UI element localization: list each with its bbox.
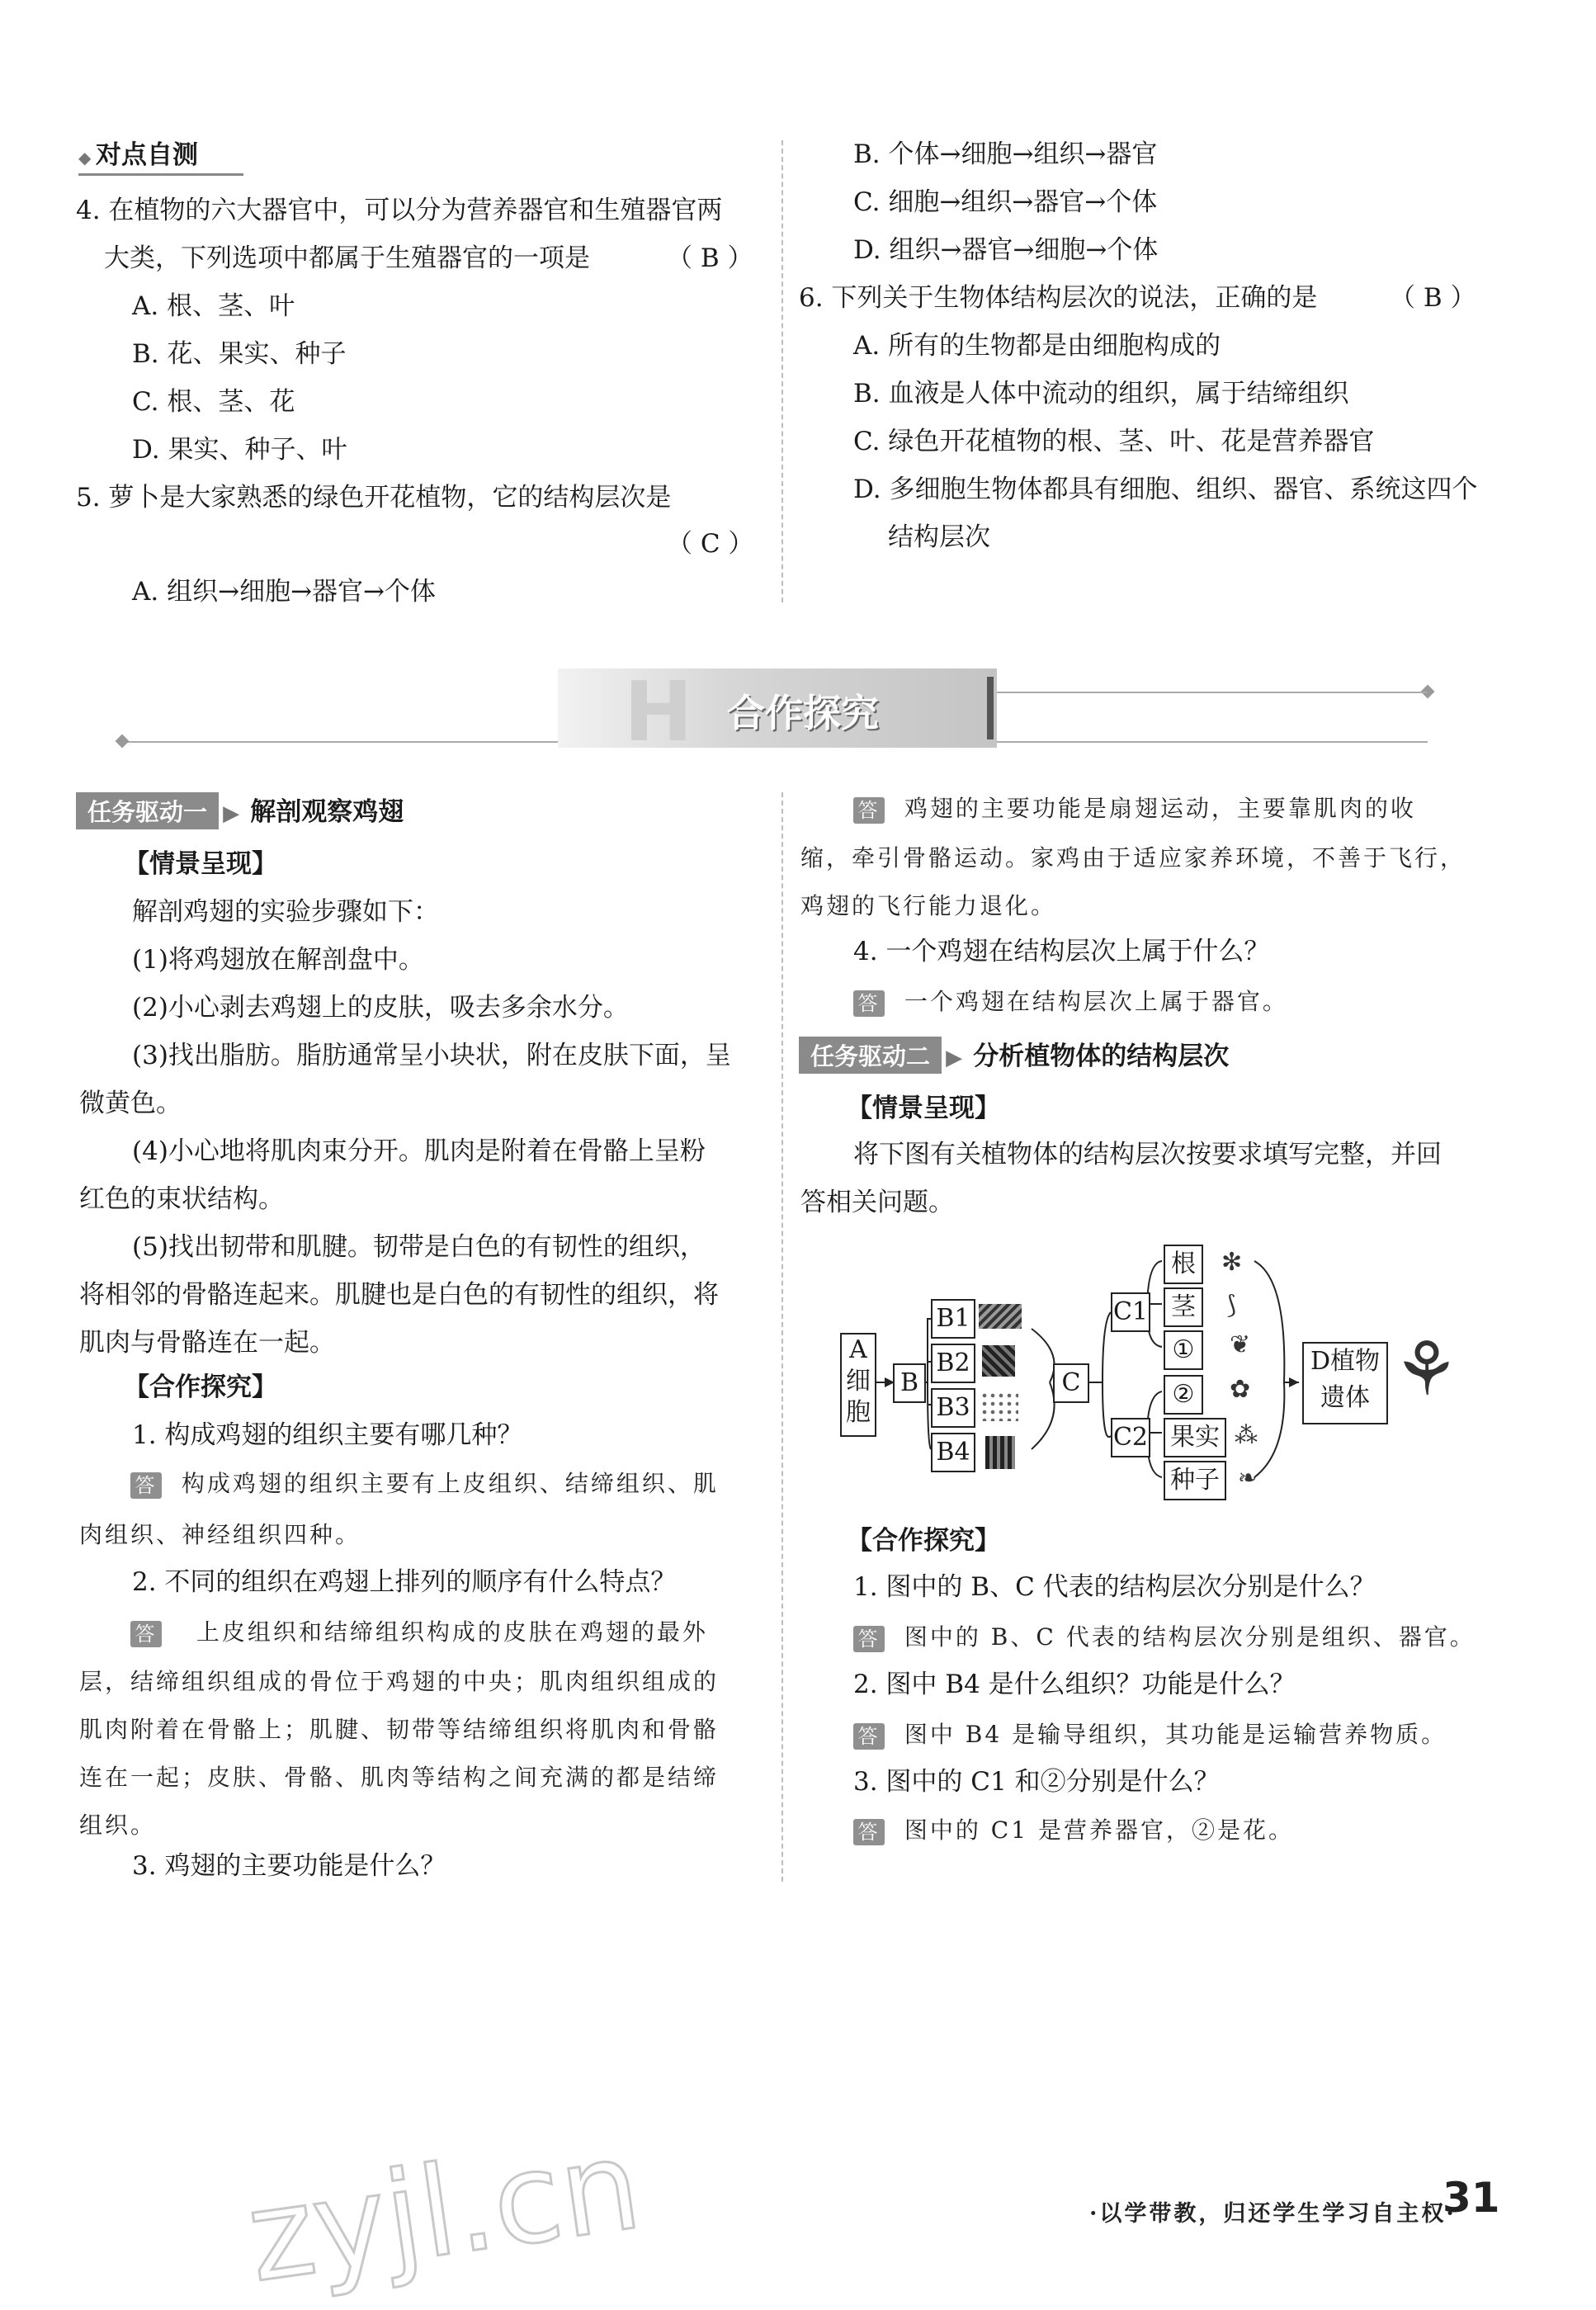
task1-coop-label: 【合作探究】 (124, 1372, 277, 1402)
diamond-icon: ◆ (78, 148, 92, 168)
task2-title: 分析植物体的结构层次 (973, 1042, 1230, 1071)
tissue-icon (982, 1345, 1015, 1377)
rice-plant-icon: ⚘ (1393, 1326, 1460, 1413)
q4-opt-a: A. 根、茎、叶 (132, 291, 295, 321)
organ-root: 根 (1164, 1245, 1203, 1284)
task1-q1: 1. 构成鸡翅的组织主要有哪几种？ (132, 1420, 523, 1450)
tissue-icon (985, 1436, 1015, 1469)
task1-a2-line: 层，结缔组织组成的骨位于鸡翅的中央；肌肉组织组成的 (79, 1668, 720, 1695)
task1-scene-line: 将相邻的骨骼连起来。肌腱也是白色的有韧性的组织，将 (79, 1280, 719, 1310)
task1-q2: 2. 不同的组织在鸡翅上排列的顺序有什么特点？ (132, 1567, 677, 1597)
q5-line1: 5. 萝卜是大家熟悉的绿色开花植物，它的结构层次是 (76, 483, 672, 513)
q5-answer: （ C ） (667, 529, 754, 559)
task1-scene-line: (1)将鸡翅放在解剖盘中。 (132, 945, 424, 975)
task2-scene-label: 【情景呈现】 (847, 1094, 1000, 1123)
task2-scene-line: 答相关问题。 (800, 1188, 954, 1217)
q6-line1: 6. 下列关于生物体结构层次的说法，正确的是 (799, 283, 1318, 313)
task1-scene-label: 【情景呈现】 (124, 849, 277, 879)
page-number: 31 (1443, 2174, 1500, 2222)
plant-part-icon: ❦ (1230, 1330, 1251, 1359)
box-b: B (893, 1363, 926, 1403)
q5-opt-a: A. 组织→细胞→器官→个体 (132, 577, 437, 607)
task2-q2: 2. 图中 B4 是什么组织？功能是什么？ (853, 1670, 1296, 1699)
answer-icon: 答 (853, 797, 885, 824)
task1-a2-line: 连在一起；皮肤、骨骼、肌肉等结构之间充满的都是结缔 (79, 1764, 720, 1791)
answer-text: 图中的 B、C 代表的结构层次分别是组织、器官。 (904, 1623, 1476, 1651)
answer-text: 图中的 C1 是营养器官，②是花。 (904, 1816, 1294, 1844)
q5-opt-c: C. 细胞→组织→器官→个体 (853, 187, 1158, 217)
q6-answer: （ B ） (1390, 283, 1476, 313)
banner-line-right (990, 692, 1428, 693)
box-d-line2: 遗体 (1320, 1383, 1370, 1412)
box-d-plant (1302, 1342, 1388, 1424)
tissue-icon (980, 1391, 1018, 1421)
task1-scene-line: (3)找出脂肪。脂肪通常呈小块状，附在皮肤下面，呈 (132, 1041, 731, 1070)
tissue-icon (979, 1304, 1022, 1329)
organ-2: ② (1164, 1375, 1203, 1415)
watermark: zyjl.cn (239, 2113, 649, 2310)
q4-opt-d: D. 果实、种子、叶 (132, 435, 347, 465)
task2-q1: 1. 图中的 B、C 代表的结构层次分别是什么？ (853, 1572, 1376, 1602)
q6-opt-b: B. 血液是人体中流动的组织，属于结缔组织 (853, 379, 1349, 409)
box-a-label: A细胞 (846, 1335, 871, 1427)
q4-line1: 4. 在植物的六大器官中，可以分为营养器官和生殖器官两 (76, 196, 723, 225)
answer-icon: 答 (853, 990, 885, 1017)
task1-scene-line: (5)找出韧带和肌腱。韧带是白色的有韧性的组织， (132, 1232, 706, 1262)
box-d-line1: D植物 (1310, 1347, 1381, 1376)
task1-a2-line1 (130, 1614, 708, 1647)
task1-a1-line2: 肉组织、神经组织四种。 (79, 1521, 361, 1548)
task2-a3 (853, 1812, 1294, 1845)
task1-a2-line: 肌肉附着在骨骼上；肌腱、韧带等结缔组织将肌肉和骨骼 (79, 1716, 720, 1743)
task2-a2 (853, 1717, 1447, 1750)
q4-opt-b: B. 花、果实、种子 (132, 339, 347, 369)
organ-seed: 种子 (1164, 1461, 1226, 1500)
task2-scene-line: 将下图有关植物体的结构层次按要求填写完整，并回 (853, 1140, 1442, 1169)
answer-icon: 答 (130, 1621, 162, 1647)
answer-icon: 答 (853, 1626, 885, 1652)
q4-answer: （ B ） (667, 243, 753, 273)
box-c1: C1 (1111, 1292, 1150, 1332)
answer-text: 图中 B4 是输导组织，其功能是运输营养物质。 (904, 1721, 1447, 1748)
task1-q4: 4. 一个鸡翅在结构层次上属于什么？ (853, 937, 1270, 966)
task2-coop-label: 【合作探究】 (847, 1526, 1000, 1556)
answer-icon: 答 (853, 1819, 885, 1845)
task1-a1-line1 (130, 1466, 719, 1499)
answer-text: 构成鸡翅的组织主要有上皮组织、结缔组织、肌 (181, 1470, 719, 1497)
q6-opt-d: D. 多细胞生物体都具有细胞、组织、器官、系统这四个 (853, 475, 1478, 504)
organ-fruit: 果实 (1164, 1418, 1226, 1457)
organ-1: ① (1164, 1330, 1203, 1370)
banner-dot-left (116, 735, 130, 749)
plant-part-icon: ❧ (1238, 1464, 1258, 1491)
banner-title: 合作探究 (727, 691, 879, 735)
box-c2: C2 (1111, 1418, 1150, 1457)
task2-header (799, 1035, 1229, 1074)
q6-opt-a: A. 所有的生物都是由细胞构成的 (853, 331, 1221, 361)
task1-a3-line: 缩，牵引骨骼运动。家鸡由于适应家养环境，不善于飞行， (800, 844, 1466, 872)
box-b3: B3 (931, 1388, 975, 1428)
banner-bar (987, 677, 994, 739)
plant-part-icon: ✿ (1230, 1375, 1251, 1404)
q6-opt-d-cont: 结构层次 (888, 522, 990, 552)
answer-text: 上皮组织和结缔组织构成的皮肤在鸡翅的最外 (196, 1618, 708, 1646)
box-a-cell (840, 1333, 876, 1437)
task1-scene-line: 肌肉与骨骼连在一起。 (79, 1328, 335, 1358)
answer-icon: 答 (130, 1472, 162, 1499)
banner-letter: H (624, 664, 693, 760)
plant-part-icon: ⟆ (1226, 1291, 1236, 1320)
q5-opt-d: D. 组织→器官→细胞→个体 (853, 235, 1159, 265)
task1-scene-line: 红色的束状结构。 (79, 1184, 284, 1214)
q5-opt-b: B. 个体→细胞→组织→器官 (853, 139, 1158, 169)
task1-a3-line: 鸡翅的飞行能力退化。 (800, 892, 1057, 919)
q6-opt-c: C. 绿色开花植物的根、茎、叶、花是营养器官 (853, 427, 1375, 456)
self-test-title: 对点自测 (95, 140, 198, 170)
task2-q3: 3. 图中的 C1 和②分别是什么？ (853, 1767, 1220, 1797)
answer-text: 一个鸡翅在结构层次上属于器官。 (904, 988, 1288, 1015)
task1-scene-line: (2)小心剥去鸡翅上的皮肤，吸去多余水分。 (132, 993, 629, 1023)
task1-a4 (853, 984, 1288, 1017)
organ-stem: 茎 (1164, 1287, 1203, 1327)
chevron-right-icon: ▶ (223, 801, 240, 826)
task1-title: 解剖观察鸡翅 (250, 797, 404, 827)
self-test-header (78, 134, 243, 176)
task1-scene-line: 解剖鸡翅的实验步骤如下： (132, 897, 439, 927)
section-banner (558, 664, 997, 760)
q4-opt-c: C. 根、茎、花 (132, 387, 295, 417)
box-c: C (1053, 1363, 1089, 1403)
task2-tag: 任务驱动二 (799, 1037, 942, 1074)
plant-structure-diagram (825, 1238, 1469, 1510)
answer-text: 鸡翅的主要功能是扇翅运动，主要靠肌肉的收 (904, 795, 1416, 822)
task1-q3: 3. 鸡翅的主要功能是什么？ (132, 1851, 446, 1881)
chevron-right-icon: ▶ (946, 1046, 963, 1070)
box-b1: B1 (931, 1299, 975, 1339)
task1-scene-line: 微黄色。 (79, 1089, 182, 1118)
plant-part-icon: ✻ (1221, 1248, 1243, 1277)
footer-slogan: ·以学带教，归还学生学习自主权· (1089, 2201, 1457, 2227)
task1-a3-line1 (853, 791, 1416, 824)
q4-line2: 大类，下列选项中都属于生殖器官的一项是 (104, 243, 590, 273)
answer-icon: 答 (853, 1723, 885, 1750)
box-b2: B2 (931, 1344, 975, 1383)
task2-a1 (853, 1619, 1476, 1652)
plant-part-icon: ⁂ (1235, 1421, 1258, 1448)
box-b4: B4 (931, 1433, 975, 1472)
task1-a2-line: 组织。 (79, 1812, 157, 1839)
task1-tag: 任务驱动一 (76, 792, 219, 829)
task1-scene-line: (4)小心地将肌肉束分开。肌肉是附着在骨骼上呈粉 (132, 1136, 706, 1166)
task1-header (76, 791, 404, 829)
